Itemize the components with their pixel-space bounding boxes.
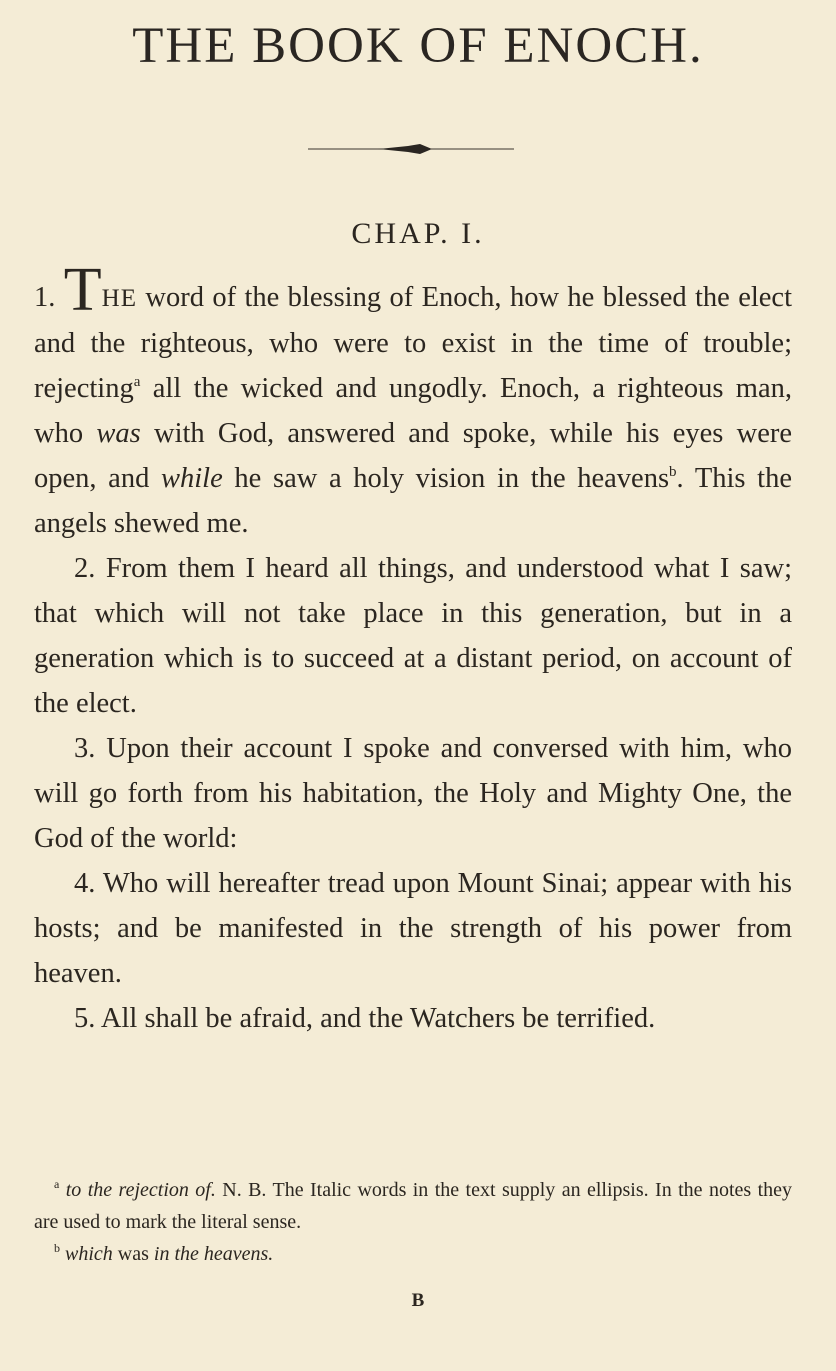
page-title: THE BOOK OF ENOCH.	[132, 18, 704, 74]
footnote-text: was	[112, 1243, 154, 1265]
footnote-italic: in the heavens.	[153, 1243, 274, 1265]
small-caps-text: HE	[101, 285, 137, 312]
footnote-text: N. B. The Italic words in the text supply an ellipsis. In the notes they are used to mark the literal sense.	[34, 1179, 792, 1233]
footnote-a	[34, 1174, 792, 1238]
verse-4: 4. Who will hereafter tread upon Mount Sinai; appear with his hosts; and be manifested in the strength of his power from heaven.	[34, 868, 792, 989]
footnotes	[34, 1174, 792, 1270]
verse-2: 2. From them I heard all things, and understood what I saw; that which will not take place in this generation, but in a generation which is to succeed at a distant period, on account of the elect.	[34, 553, 792, 719]
italic-word: was	[96, 418, 141, 449]
verse-3: 3. Upon their account I spoke and conversed with him, who will go forth from his habitation, the Holy and Mighty One, the God of the world:	[34, 733, 792, 854]
verse-text: . This the angels shewed me.	[34, 463, 792, 539]
footnote-ref-a: a	[133, 374, 141, 390]
verse-1	[34, 256, 793, 546]
footnote-italic: which	[65, 1243, 113, 1265]
verse-5: 5. All shall be afraid, and the Watchers be terrified.	[74, 1003, 656, 1034]
verse-text: with God, answered and spoke, while his eyes were open, and	[34, 418, 792, 494]
footnote-mark: b	[54, 1241, 60, 1255]
verse-text: he saw a holy vision in the heavens	[222, 463, 670, 494]
italic-word: while	[161, 463, 223, 494]
drop-cap: T	[63, 256, 102, 324]
verse-text: all the wicked and ungodly. Enoch, a righteous man, who	[34, 373, 792, 449]
verse-number: 1.	[34, 282, 56, 313]
chapter-text	[34, 256, 793, 1041]
footnote-mark: a	[54, 1177, 60, 1191]
verse-text: word of the blessing of Enoch, how he blessed the elect and the righteous, who were to exist in the time of trouble; rejecting	[34, 282, 793, 404]
ornament-divider	[308, 140, 514, 158]
chapter-heading: CHAP. I.	[351, 217, 485, 250]
footnote-b	[34, 1238, 792, 1270]
footnote-italic: to the rejection of.	[65, 1179, 216, 1201]
signature-mark: B	[411, 1290, 425, 1311]
footnote-ref-b: b	[669, 464, 677, 480]
